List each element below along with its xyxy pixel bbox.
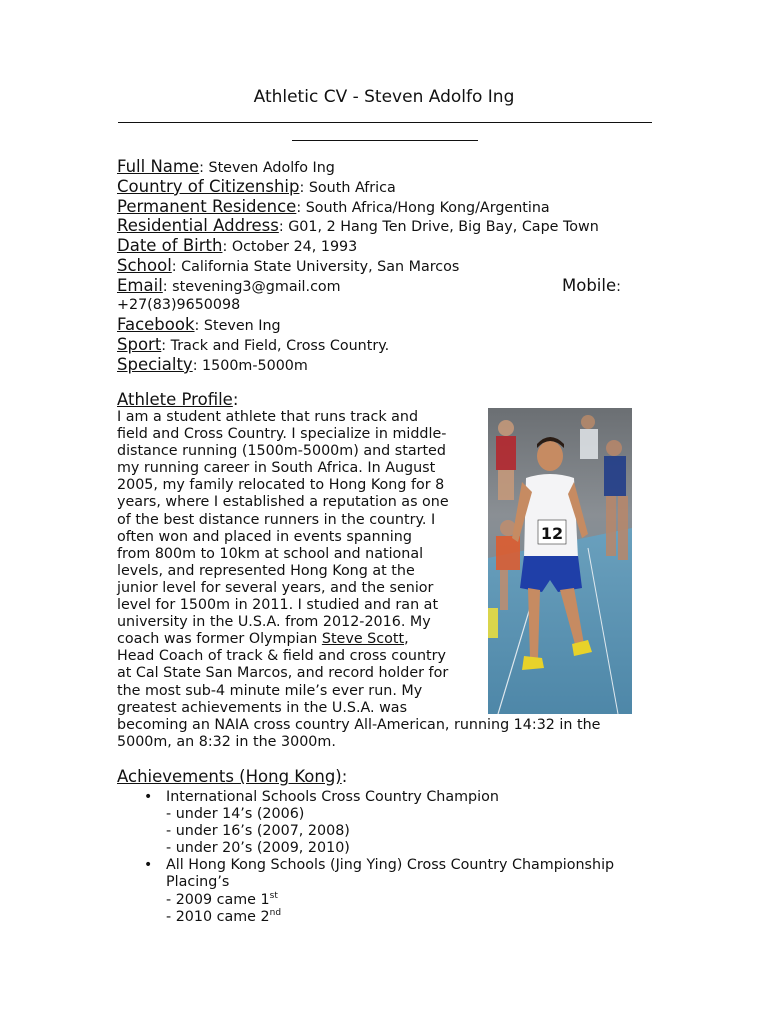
field-label: Country of Citizenship: [117, 176, 300, 196]
bullet-icon: •: [144, 789, 153, 805]
list-sub-item: - under 14’s (2006): [166, 806, 305, 823]
list-item-title: Placing’s: [166, 874, 230, 891]
ordinal-suffix: st: [269, 890, 278, 901]
profile-line: my running career in South Africa. In August: [117, 460, 436, 477]
achievements-heading-label: Achievements (Hong Kong): [117, 767, 342, 786]
achievements-heading: [117, 767, 347, 787]
field-label: Sport: [117, 335, 162, 355]
field-citizenship: [117, 177, 657, 197]
profile-line: of the best distance runners in the country. I: [117, 511, 436, 528]
profile-heading-label: Athlete Profile: [117, 390, 233, 409]
profile-line: becoming an NAIA cross country All-American, running 14:32 in the: [117, 716, 601, 733]
list-item: [117, 789, 677, 857]
field-label: Specialty: [117, 354, 193, 374]
field-value: : G01, 2 Hang Ten Drive, Big Bay, Cape Town: [278, 219, 599, 236]
field-dob: [117, 236, 657, 256]
profile-line: distance running (1500m-5000m) and started: [117, 443, 446, 460]
field-value: : South Africa: [299, 179, 396, 196]
photo-bib-number: 12: [540, 524, 564, 543]
field-label: Residential Address: [117, 216, 279, 236]
sub-item-text: - 2010 came 2: [166, 908, 270, 925]
field-address: [117, 216, 657, 236]
profile-line: I am a student athlete that runs track and: [117, 409, 419, 425]
field-specialty: [117, 355, 657, 375]
ordinal-suffix: nd: [269, 907, 282, 918]
title-rule-short: [292, 140, 478, 141]
list-sub-item: [166, 892, 677, 909]
list-sub-item: [166, 909, 677, 926]
coach-link[interactable]: Steve Scott: [321, 631, 405, 648]
field-value: : Steven Ing: [194, 318, 281, 335]
profile-line: field and Cross Country. I specialize in middle-: [117, 426, 447, 443]
field-sport: [117, 335, 657, 355]
profile-line: Head Coach of track & field and cross country: [117, 648, 446, 665]
field-full-name: [117, 157, 657, 177]
field-label: Permanent Residence: [117, 196, 297, 216]
personal-details: [117, 157, 657, 375]
list-item-title: All Hong Kong Schools (Jing Ying) Cross Country Championship: [166, 857, 615, 874]
field-mobile: [562, 276, 621, 298]
profile-line: levels, and represented Hong Kong at the: [117, 562, 415, 579]
field-value: : Steven Adolfo Ing: [199, 160, 335, 176]
athlete-photo: [488, 408, 632, 714]
bullet-icon: •: [144, 857, 153, 874]
sub-item-text: - 2009 came 1: [166, 891, 270, 908]
email-value[interactable]: : stevening3@gmail.com: [162, 278, 341, 295]
field-label: School: [117, 255, 172, 275]
field-value: :: [616, 278, 621, 295]
mobile-number: +27(83)9650098: [117, 296, 241, 313]
field-label: Mobile: [562, 275, 617, 295]
profile-line: 2005, my family relocated to Hong Kong for 8: [117, 477, 445, 494]
field-value: : Track and Field, Cross Country.: [161, 338, 390, 355]
profile-line: at Cal State San Marcos, and record holder for: [117, 665, 449, 682]
field-school: [117, 256, 657, 276]
field-value: : California State University, San Marcos: [171, 258, 460, 275]
list-item: [117, 857, 677, 925]
profile-line: university in the U.S.A. from 2012-2016. My: [117, 614, 431, 631]
field-facebook: [117, 315, 657, 335]
coach-prefix: coach was former Olympian: [117, 631, 322, 648]
coach-suffix: ,: [404, 631, 409, 648]
field-value: : South Africa/Hong Kong/Argentina: [296, 199, 550, 216]
list-item-title: International Schools Cross Country Champion: [166, 789, 499, 805]
profile-heading-colon: :: [232, 390, 239, 409]
title-rule: [118, 122, 652, 123]
profile-line: greatest achievements in the U.S.A. was: [117, 699, 408, 716]
field-label: Email: [117, 275, 163, 295]
profile-line: junior level for several years, and the senior: [117, 579, 434, 596]
field-label: Facebook: [117, 315, 195, 335]
list-sub-item: - under 16’s (2007, 2008): [166, 823, 350, 840]
field-email: [117, 276, 657, 296]
profile-line: years, where I established a reputation as one: [117, 494, 449, 511]
profile-line: the most sub-4 minute mile’s ever run. My: [117, 682, 423, 699]
achievements-list: [117, 789, 677, 926]
field-value: : 1500m-5000m: [192, 357, 308, 374]
field-label: Date of Birth: [117, 236, 223, 256]
profile-line: often won and placed in events spanning: [117, 528, 412, 545]
field-value: : October 24, 1993: [222, 239, 358, 256]
field-label: Full Name: [117, 157, 200, 176]
profile-line: from 800m to 10km at school and national: [117, 545, 424, 562]
document-title: Athletic CV - Steven Adolfo Ing: [253, 87, 515, 107]
profile-line: 5000m, an 8:32 in the 3000m.: [117, 733, 336, 750]
field-residence: [117, 197, 657, 217]
profile-heading: [117, 390, 238, 410]
profile-line: level for 1500m in 2011. I studied and ran at: [117, 597, 439, 614]
list-sub-item: - under 20’s (2009, 2010): [166, 840, 350, 857]
achievements-heading-colon: :: [341, 767, 348, 786]
